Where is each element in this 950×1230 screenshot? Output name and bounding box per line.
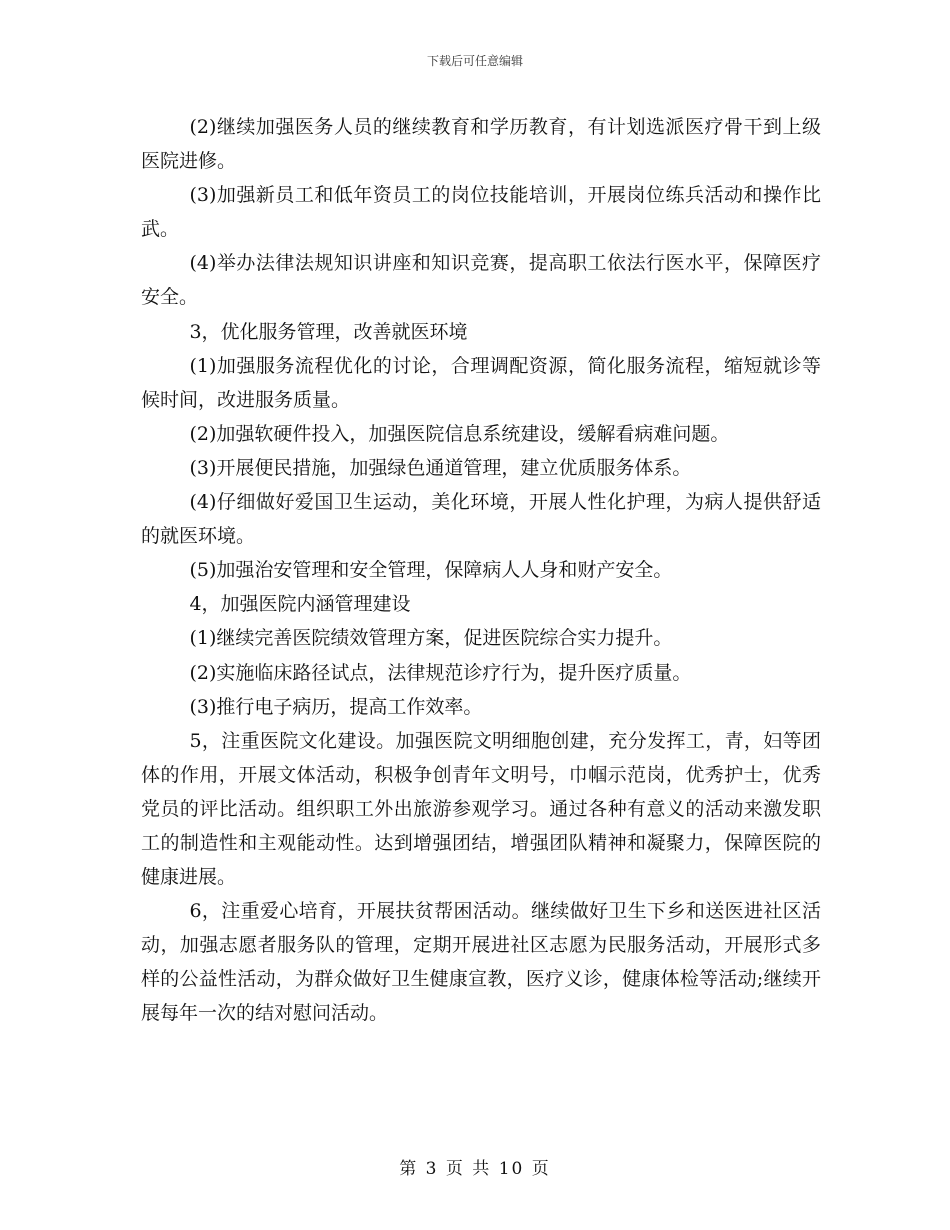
paragraph: 6，注重爱心培育，开展扶贫帮困活动。继续做好卫生下乡和送医进社区活动，加强志愿者服务队的管理，定期开展进社区志愿为民服务活动，开展形式多样的公益性活动，为群众做好卫生健康宣教，医疗义诊，健康体检等活动;继续开展每年一次的结对慰问活动。 xyxy=(141,900,821,1025)
section-heading: 4，加强医院内涵管理建设 xyxy=(189,593,411,616)
paragraph: (1)继续完善医院绩效管理方案，促进医院综合实力提升。 xyxy=(189,627,673,650)
paragraph: (3)加强新员工和低年资员工的岗位技能培训，开展岗位练兵活动和操作比武。 xyxy=(141,184,821,241)
paragraph: (3)推行电子病历，提高工作效率。 xyxy=(189,695,483,718)
paragraph: (2)继续加强医务人员的继续教育和学历教育，有计划选派医疗骨干到上级医院进修。 xyxy=(141,116,821,173)
paragraph: (4)仔细做好爱国卫生运动，美化环境，开展人性化护理，为病人提供舒适的就医环境。 xyxy=(141,491,821,548)
paragraph: (2)实施临床路径试点，法律规范诊疗行为，提升医疗质量。 xyxy=(189,661,692,684)
document-body xyxy=(141,110,821,1031)
page-number: 第 3 页 共 10 页 xyxy=(399,1159,551,1179)
paragraph: (4)举办法律法规知识讲座和知识竞赛，提高职工依法行医水平，保障医疗安全。 xyxy=(141,252,821,309)
paragraph: (5)加强治安管理和安全管理，保障病人人身和财产安全。 xyxy=(189,559,673,582)
section-heading: 3，优化服务管理，改善就医环境 xyxy=(189,320,468,343)
paragraph: 5，注重医院文化建设。加强医院文明细胞创建，充分发挥工，青，妇等团体的作用，开展文体活动，积极争创青年文明号，巾帼示范岗，优秀护士，优秀党员的评比活动。组织职工外出旅游参观学习。通过各种有意义的活动来激发职工的制造性和主观能动性。达到增强团结，增强团队精神和凝聚力，保障医院的健康进展。 xyxy=(141,729,821,889)
paragraph: (1)加强服务流程优化的讨论，合理调配资源，简化服务流程，缩短就诊等候时间，改进服务质量。 xyxy=(141,354,821,411)
paragraph: (3)开展便民措施，加强绿色通道管理，建立优质服务体系。 xyxy=(189,456,692,479)
paragraph: (2)加强软硬件投入，加强医院信息系统建设，缓解看病难问题。 xyxy=(189,422,730,445)
page-header: 下载后可任意编辑 xyxy=(426,54,523,68)
